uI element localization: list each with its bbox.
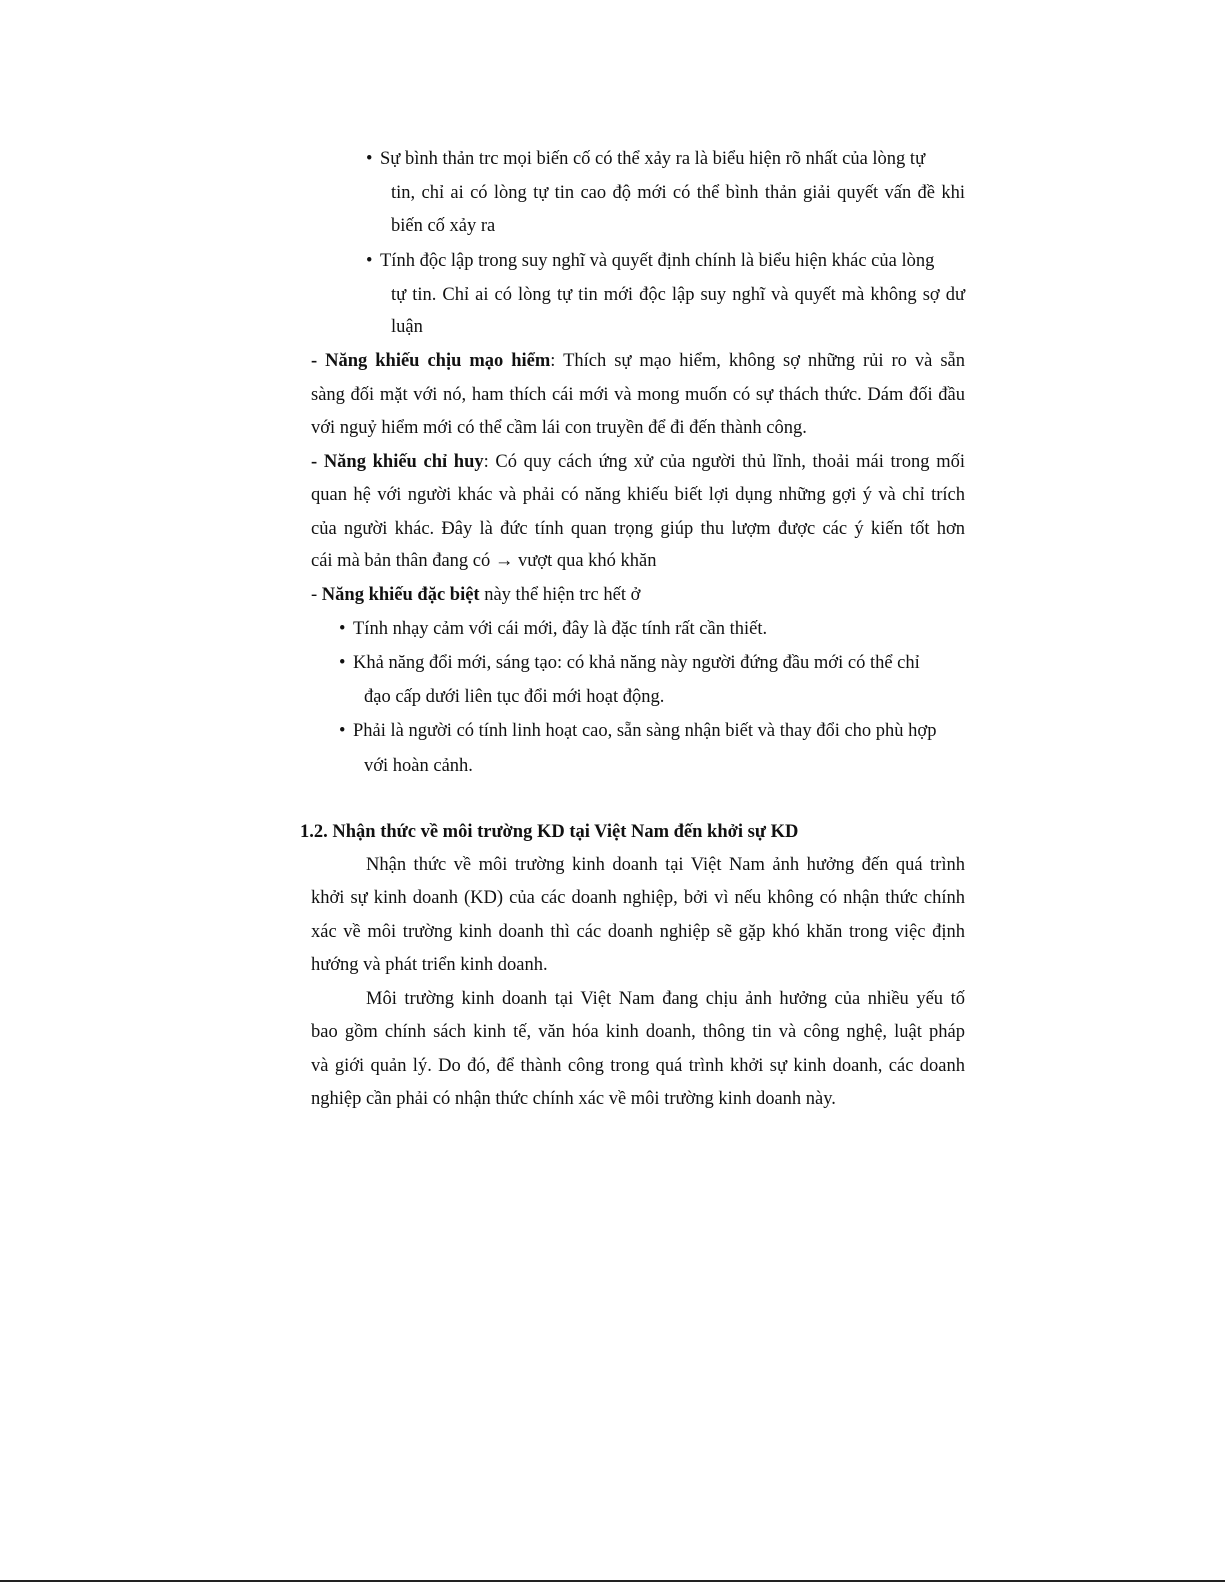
bullet-item — [339, 719, 936, 743]
risk-paragraph-line: - Năng khiếu chịu mạo hiểm: Thích sự mạo hiểm, không sợ những rủi ro và sẵn — [311, 351, 965, 371]
bullet-text: Tính nhạy cảm với cái mới, đây là đặc tính rất cần thiết. — [353, 619, 768, 639]
section-paragraph-line: xác về môi trường kinh doanh thì các doanh nghiệp sẽ gặp khó khăn trong việc định — [311, 922, 965, 942]
command-paragraph-line: - Năng khiếu chỉ huy: Có quy cách ứng xử của người thủ lĩnh, thoải mái trong mối — [311, 452, 965, 472]
command-paragraph-line: quan hệ với người khác và phải có năng khiếu biết lợi dụng những gợi ý và chỉ trích — [311, 485, 965, 505]
bullet-text: tự tin. Chỉ ai có lòng tự tin mới độc lập suy nghĩ và quyết mà không sợ dư — [391, 285, 965, 305]
special-paragraph-line: - Năng khiếu đặc biệt này thể hiện trc hết ở — [311, 585, 641, 605]
bullet-dot-icon: • — [366, 251, 373, 271]
bullet-dot-icon: • — [339, 653, 346, 673]
bullet-dot-icon: • — [339, 619, 346, 639]
bullet-item — [366, 249, 934, 273]
section-heading: 1.2. Nhận thức về môi trường KD tại Việt Nam đến khởi sự KD — [300, 822, 799, 842]
command-paragraph-line: cái mà bản thân đang có → vượt qua khó khăn — [311, 551, 657, 571]
section-paragraph-line: Môi trường kinh doanh tại Việt Nam đang chịu ảnh hưởng của nhiều yếu tố — [366, 989, 965, 1009]
risk-label: - Năng khiếu chịu mạo hiểm — [311, 351, 551, 371]
bullet-item — [339, 617, 767, 641]
bullet-text: Phải là người có tính linh hoạt cao, sẵn sàng nhận biết và thay đổi cho phù hợp — [353, 721, 937, 741]
risk-paragraph-line: sàng đối mặt với nó, ham thích cái mới và mong muốn có sự thách thức. Dám đối đầu — [311, 385, 965, 405]
bullet-item — [366, 147, 925, 171]
section-paragraph-line: hướng và phát triển kinh doanh. — [311, 955, 548, 975]
bullet-dot-icon: • — [366, 149, 373, 169]
bullet-text: Khả năng đổi mới, sáng tạo: có khả năng này người đứng đầu mới có thể chỉ — [353, 653, 920, 673]
bullet-text: tin, chỉ ai có lòng tự tin cao độ mới có thể bình thản giải quyết vấn đề khi — [391, 183, 965, 203]
section-paragraph-line: bao gồm chính sách kinh tế, văn hóa kinh doanh, thông tin và công nghệ, luật pháp — [311, 1022, 965, 1042]
command-paragraph-line: của người khác. Đây là đức tính quan trọng giúp thu lượm được các ý kiến tốt hơn — [311, 519, 965, 539]
bullet-text: đạo cấp dưới liên tục đổi mới hoạt động. — [364, 687, 665, 707]
page-bottom-divider — [0, 1580, 1225, 1582]
section-paragraph-line: và giới quản lý. Do đó, để thành công trong quá trình khởi sự kinh doanh, các doanh — [311, 1056, 965, 1076]
special-label: Năng khiếu đặc biệt — [321, 585, 480, 605]
risk-paragraph-line: với nguỷ hiểm mới có thể cầm lái con truyền để đi đến thành công. — [311, 418, 807, 438]
command-label: - Năng khiếu chỉ huy — [311, 452, 484, 472]
bullet-text: với hoàn cảnh. — [364, 756, 473, 776]
section-paragraph-line: khởi sự kinh doanh (KD) của các doanh nghiệp, bởi vì nếu không có nhận thức chính — [311, 888, 965, 908]
bullet-dot-icon: • — [339, 721, 346, 741]
bullet-text: luận — [391, 317, 423, 337]
bullet-item — [339, 651, 920, 675]
bullet-text: Tính độc lập trong suy nghĩ và quyết định chính là biểu hiện khác của lòng — [380, 251, 935, 271]
section-paragraph-line: nghiệp cần phải có nhận thức chính xác về môi trường kinh doanh này. — [311, 1089, 836, 1109]
bullet-text: Sự bình thản trc mọi biến cố có thể xảy ra là biểu hiện rõ nhất của lòng tự — [380, 149, 926, 169]
bullet-text: biến cố xảy ra — [391, 216, 496, 236]
section-paragraph-line: Nhận thức về môi trường kinh doanh tại Việt Nam ảnh hưởng đến quá trình — [366, 855, 965, 875]
